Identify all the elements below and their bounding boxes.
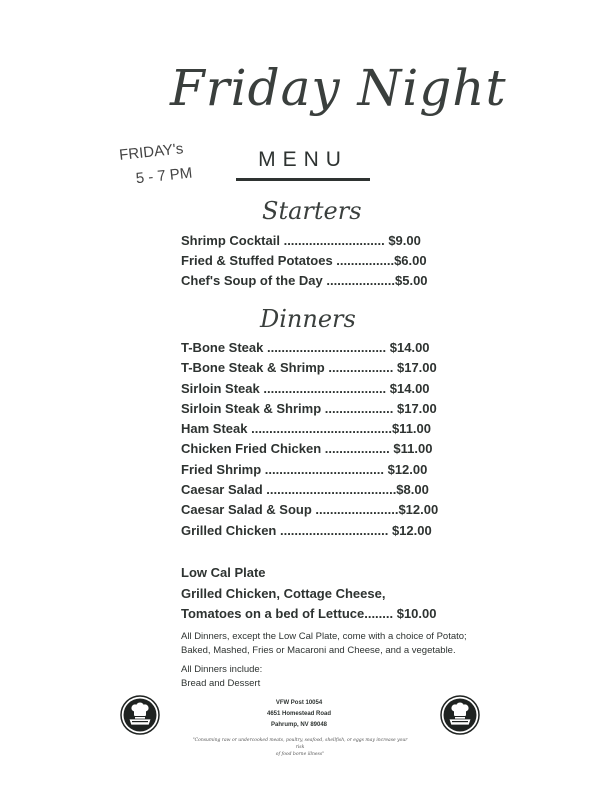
menu-underline [236,178,370,181]
dinners-list [181,338,438,541]
disclaimer-line: of food borne illness" [275,752,325,757]
dinner-item: Caesar Salad & Soup .......................$12.00 [181,502,439,518]
low-cal-heading: Low Cal Plate [181,565,266,580]
low-cal-price-line: Tomatoes on a bed of Lettuce........ $10.00 [181,606,437,621]
starter-item: Chef's Soup of the Day ...................$5.00 [181,273,428,288]
sides-note-line: Baked, Mashed, Fries or Macaroni and Cheese, and a vegetable. [181,645,456,656]
dinner-item: Sirloin Steak & Shrimp ................... $17.00 [181,400,437,416]
dinner-item: Grilled Chicken .............................. $12.00 [181,522,432,538]
includes-note-line: Bread and Dessert [181,678,261,689]
dinner-item: Chicken Fried Chicken .................. $11.00 [181,441,433,457]
post-street: 4651 Homestead Road [266,711,332,717]
includes-note [181,663,262,691]
post-address [240,698,358,731]
dinner-item: T-Bone Steak & Shrimp .................. $17.00 [181,360,437,376]
menu-title: Friday Night [170,59,507,117]
dinner-item: Fried Shrimp ................................. $12.00 [181,461,428,477]
schedule-time: 5 - 7 PM [134,164,194,188]
chef-hat-icon [440,695,480,735]
menu-subtitle: MENU [258,148,348,171]
chef-hat-icon [120,695,160,735]
dinners-heading: Dinners [260,305,356,333]
dinner-item: Sirloin Steak .................................. $14.00 [181,380,430,396]
dinner-item: Caesar Salad ....................................$8.00 [181,482,429,498]
schedule-note [118,133,223,193]
starter-item: Fried & Stuffed Potatoes ................$6.00 [181,253,427,268]
starters-list [181,231,428,291]
disclaimer-line: "Consuming raw or undercooked meats, poultry, seafood, shellfish, or eggs may increase your risk [192,738,408,750]
food-safety-disclaimer [190,737,410,758]
sides-note [181,630,467,658]
schedule-day: FRIDAY's [118,140,185,164]
starters-heading: Starters [262,197,362,225]
sides-note-line: All Dinners, except the Low Cal Plate, come with a choice of Potato; [181,631,467,642]
includes-note-line: All Dinners include: [181,664,263,675]
low-cal-section [181,563,437,625]
dinner-item: T-Bone Steak ................................. $14.00 [181,340,430,355]
dinner-item: Ham Steak .......................................$11.00 [181,421,431,437]
low-cal-description: Grilled Chicken, Cottage Cheese, [181,585,386,601]
post-city: Pahrump, NV 89048 [270,722,328,728]
starter-item: Shrimp Cocktail ............................ $9.00 [181,233,421,248]
post-name: VFW Post 10054 [275,700,323,706]
